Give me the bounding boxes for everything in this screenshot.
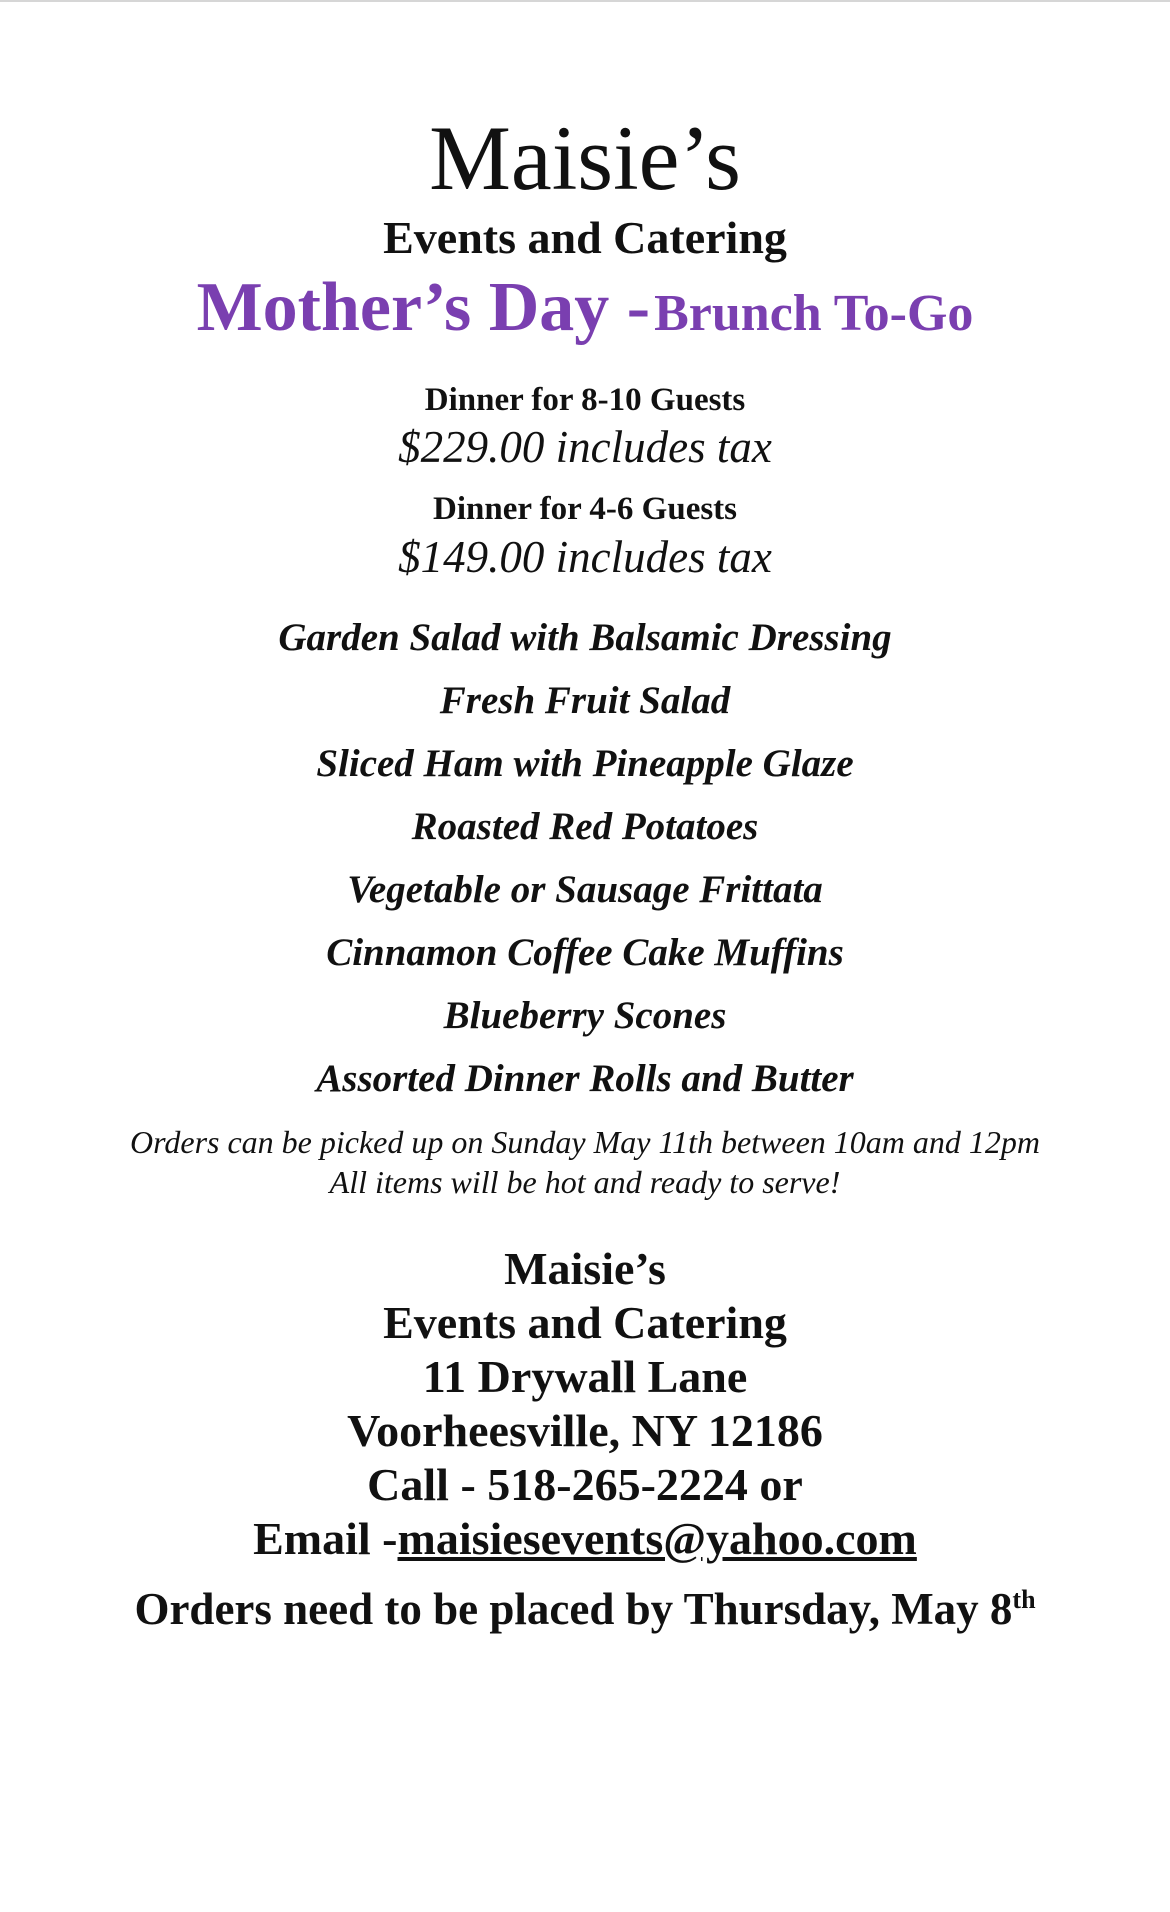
menu-item: Assorted Dinner Rolls and Butter xyxy=(316,1057,854,1100)
menu-item: Roasted Red Potatoes xyxy=(411,805,759,848)
order-deadline-text: Orders need to be placed by Thursday, May 8 xyxy=(134,1584,1013,1634)
package-small-label: Dinner for 4-6 Guests xyxy=(432,491,738,527)
ready-note: All items will be hot and ready to serve! xyxy=(329,1164,841,1200)
contact-email-line xyxy=(0,1512,1170,1566)
contact-city: Voorheesville, NY 12186 xyxy=(347,1405,823,1456)
event-title-sub: Brunch To-Go xyxy=(654,285,974,342)
order-deadline-suffix: th xyxy=(1012,1585,1036,1614)
package-large-label: Dinner for 8-10 Guests xyxy=(424,382,746,418)
event-title xyxy=(0,268,1170,366)
email-link[interactable]: maisiesevents@yahoo.com xyxy=(397,1513,917,1564)
package-large-price: $229.00 includes tax xyxy=(398,422,772,472)
contact-subtitle: Events and Catering xyxy=(383,1297,787,1348)
menu-item: Cinnamon Coffee Cake Muffins xyxy=(326,931,844,974)
pickup-note: Orders can be picked up on Sunday May 11th between 10am and 12pm xyxy=(129,1124,1041,1160)
contact-name: Maisie’s xyxy=(504,1243,666,1294)
menu-item: Garden Salad with Balsamic Dressing xyxy=(278,616,892,659)
top-border xyxy=(0,0,1170,2)
menu-item: Vegetable or Sausage Frittata xyxy=(347,868,823,911)
package-small-price: $149.00 includes tax xyxy=(398,532,772,582)
brand-title: Maisie’s xyxy=(429,107,741,209)
contact-street: 11 Drywall Lane xyxy=(422,1351,748,1402)
menu-item: Blueberry Scones xyxy=(443,994,727,1037)
event-title-main: Mother’s Day - xyxy=(196,269,651,346)
contact-email-prefix: Email - xyxy=(253,1513,398,1564)
order-deadline xyxy=(0,1582,1170,1636)
brand-subtitle: Events and Catering xyxy=(383,212,787,263)
menu-item: Fresh Fruit Salad xyxy=(439,679,731,722)
menu-item: Sliced Ham with Pineapple Glaze xyxy=(316,742,854,785)
contact-phone: Call - 518-265-2224 or xyxy=(367,1459,803,1510)
